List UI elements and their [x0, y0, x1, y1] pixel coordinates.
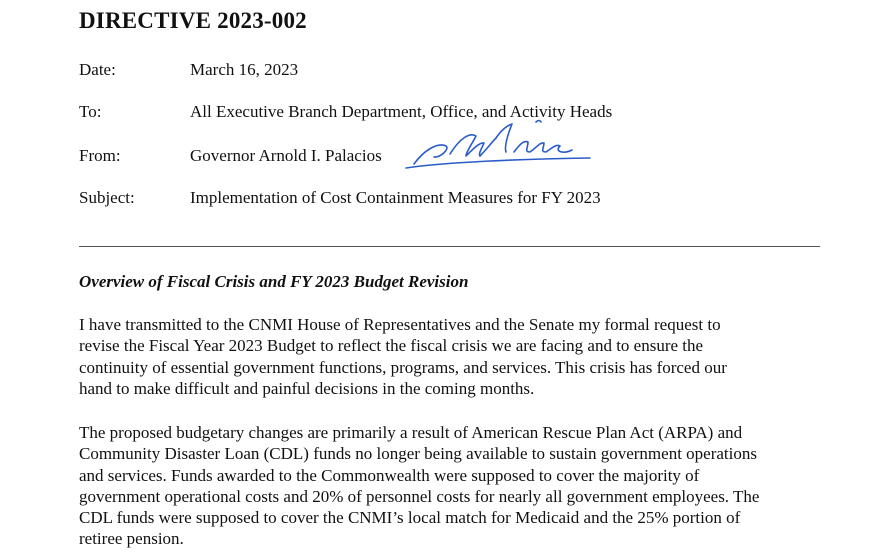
paragraph-line: CDL funds were supposed to cover the CNMI’s local match for Medicaid and the 25% portion of — [79, 508, 741, 528]
date-label: Date: — [79, 60, 116, 79]
date-value: March 16, 2023 — [190, 60, 299, 79]
paragraph-line: I have transmitted to the CNMI House of Representatives and the Senate my formal request to — [79, 315, 721, 334]
paragraph-line: The proposed budgetary changes are primarily a result of American Rescue Plan Act (ARPA) and — [79, 423, 743, 442]
paragraph-line: continuity of essential government functions, programs, and services. This crisis has forced our — [79, 357, 727, 377]
paragraph-line: and services. Funds awarded to the Commonwealth were supposed to cover the majority of — [79, 465, 700, 485]
paragraph-line: hand to make difficult and painful decisions in the coming months. — [79, 378, 535, 398]
paragraph-2 — [79, 422, 839, 550]
subject-label: Subject: — [79, 188, 135, 207]
paragraph-line: revise the Fiscal Year 2023 Budget to reflect the fiscal crisis we are facing and to ensure the — [79, 336, 704, 356]
paragraph-line: Community Disaster Loan (CDL) funds no longer being available to sustain government operations — [79, 444, 757, 464]
paragraph-1 — [79, 314, 839, 399]
from-label: From: — [79, 146, 121, 165]
header-divider — [79, 246, 820, 247]
signature-icon — [404, 112, 600, 172]
subject-value: Implementation of Cost Containment Measures for FY 2023 — [190, 188, 601, 207]
paragraph-line: retiree pension. — [79, 529, 184, 549]
paragraph-line: government operational costs and 20% of personnel costs for nearly all government employees. The — [79, 486, 760, 506]
to-value: All Executive Branch Department, Office, and Activity Heads — [190, 102, 613, 121]
from-value: Governor Arnold I. Palacios — [190, 146, 382, 165]
section-heading: Overview of Fiscal Crisis and FY 2023 Budget Revision — [79, 272, 469, 291]
to-label: To: — [79, 102, 102, 121]
directive-title: DIRECTIVE 2023-002 — [79, 8, 307, 33]
